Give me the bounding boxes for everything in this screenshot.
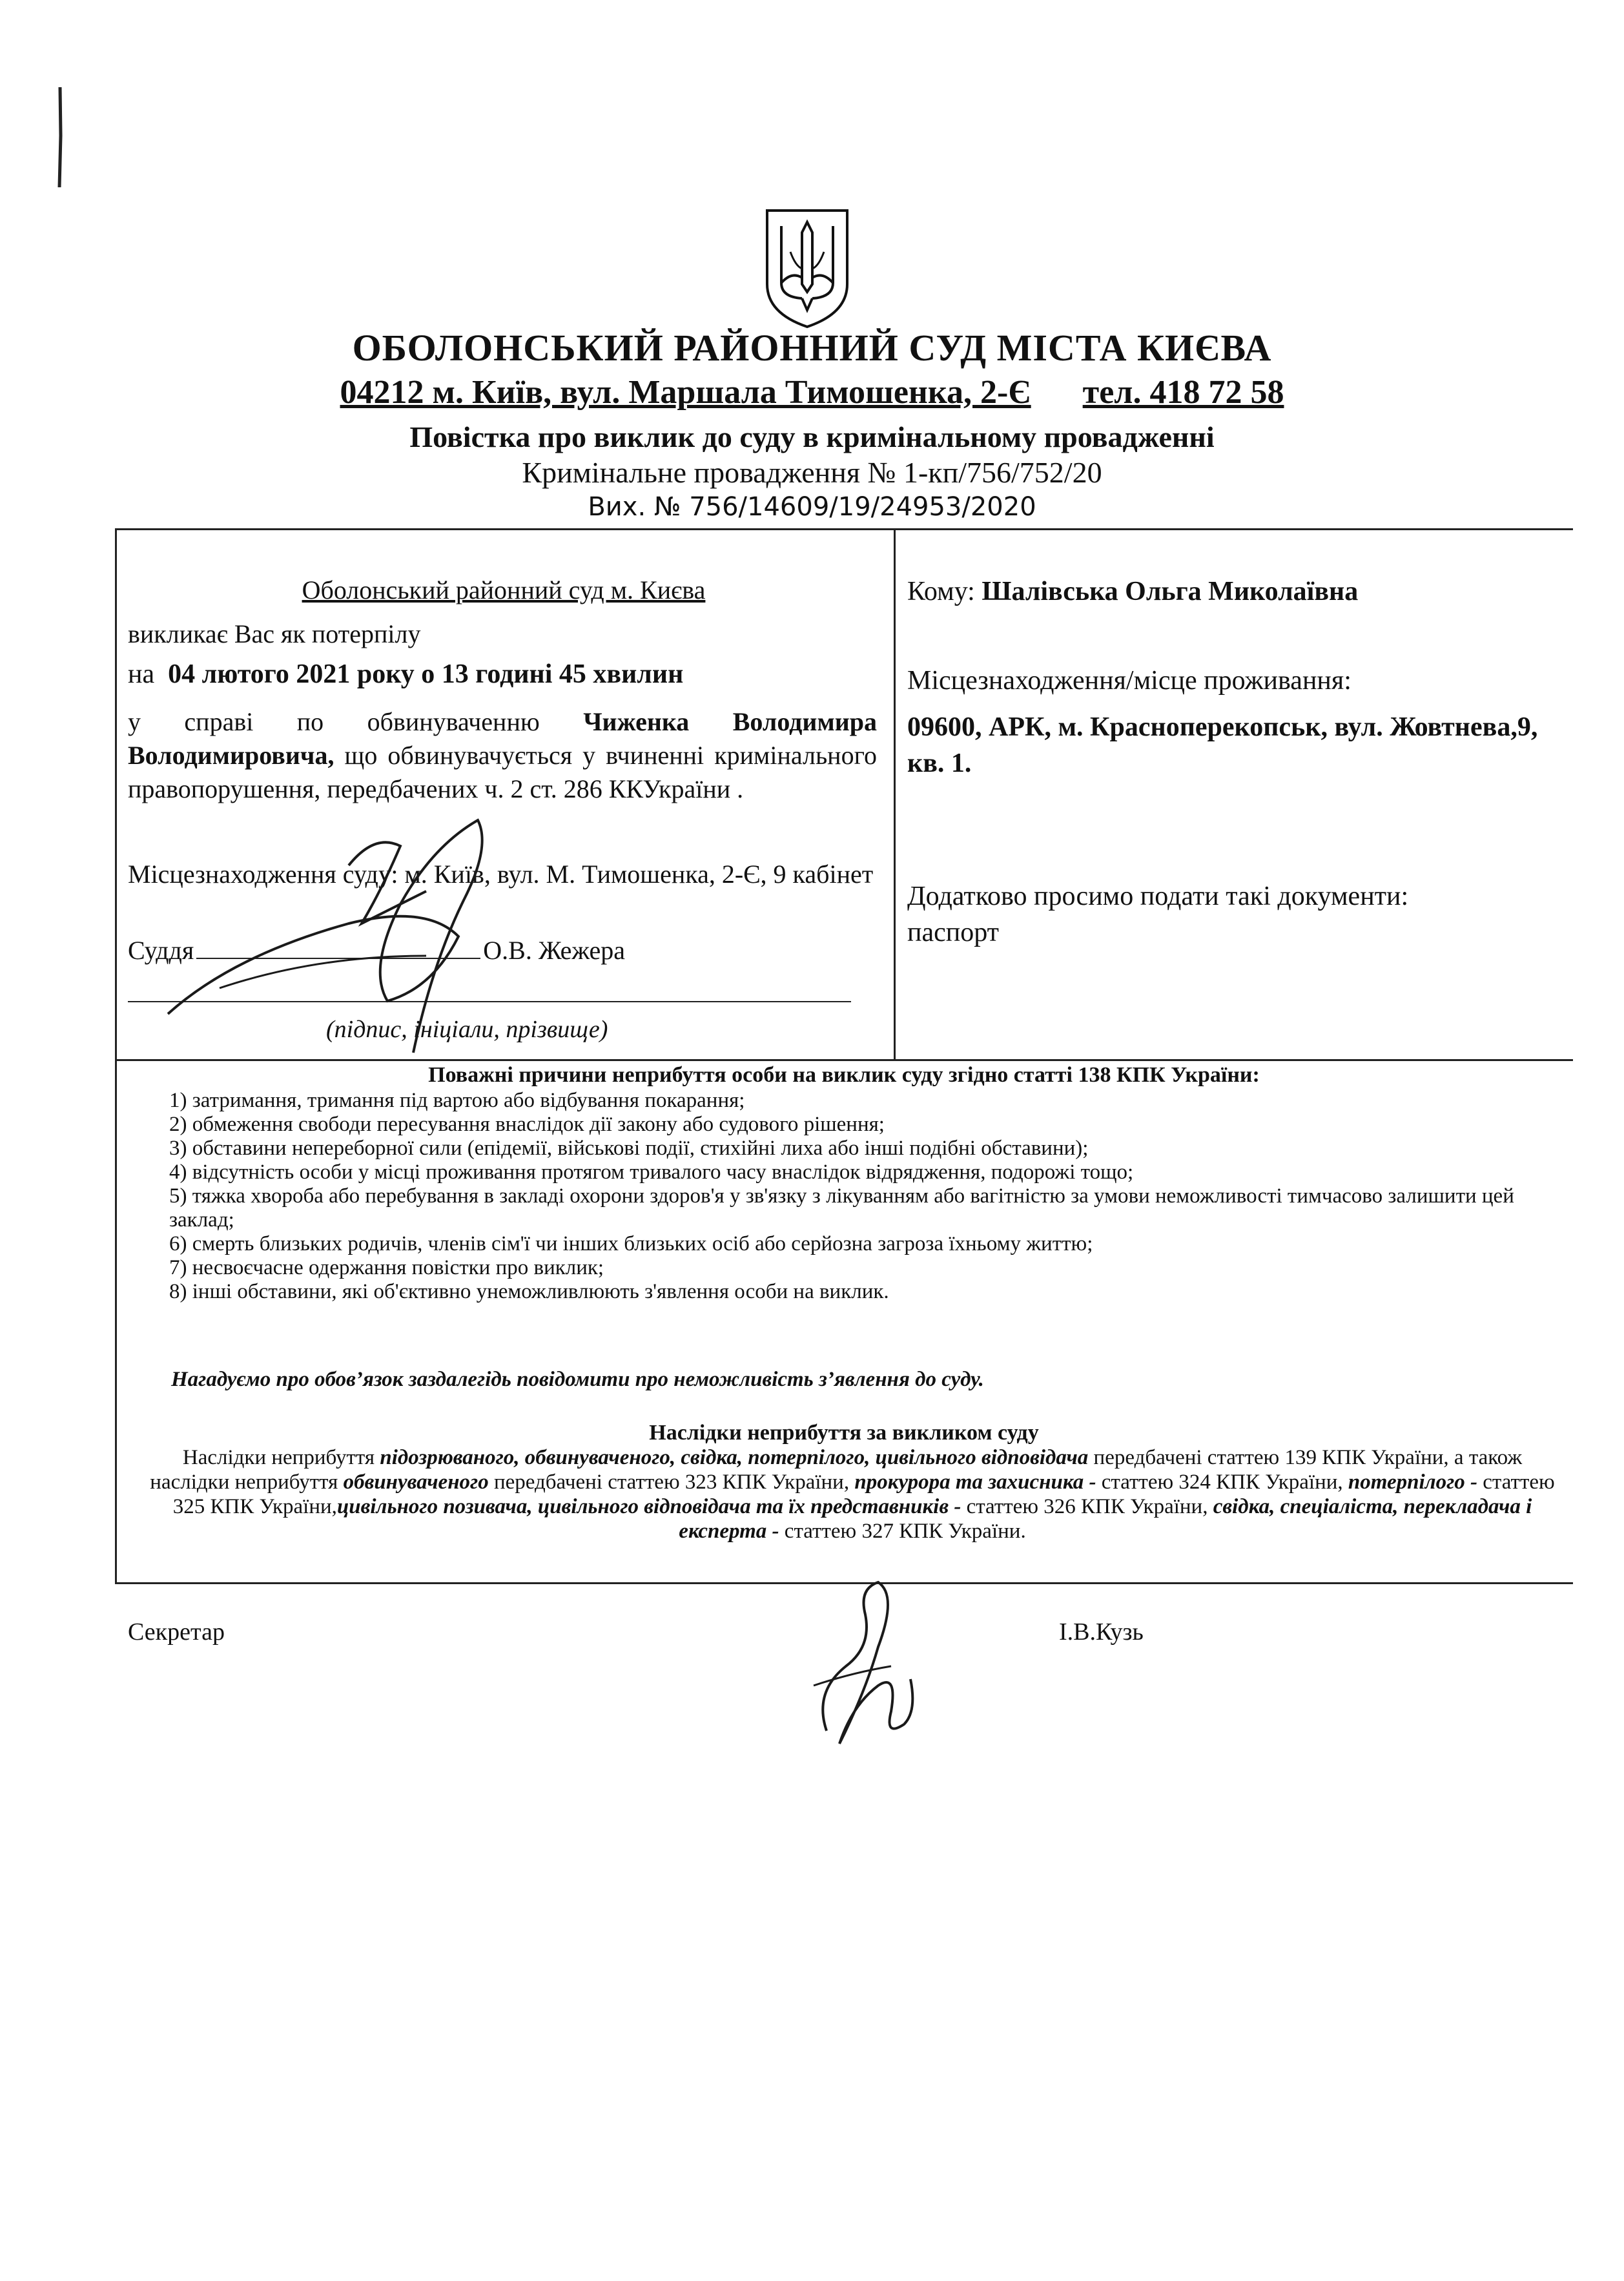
consequences-title: Наслідки неприбуття за викликом суду	[649, 1421, 1039, 1445]
to-label: Кому:	[907, 577, 975, 606]
reasons-list	[169, 1089, 1557, 1304]
coat-of-arms-icon	[762, 207, 852, 329]
recipient-line	[907, 573, 1358, 610]
column-divider	[894, 528, 896, 1059]
list-item: 2) обмеження свободи пересування внаслідок дії закону або судового рішення;	[169, 1113, 885, 1136]
text-run: передбачені статтею 139 КПК України, а також наслідки неприбуття	[150, 1446, 1523, 1494]
text-run: Наслідки неприбуття	[182, 1446, 380, 1469]
accused-name: Чиженка Володимира Володимировича,	[128, 707, 878, 770]
court-name: ОБОЛОНСЬКИЙ РАЙОННИЙ СУД МІСТА КИЄВА	[352, 327, 1272, 369]
recipient-address: 09600, АРК, м. Красноперекопськ, вул. Жовтнева,9, кв. 1.	[907, 712, 1538, 778]
judge-signature	[155, 807, 542, 1053]
list-item: 5) тяжка хвороба або перебування в закладі охорони здоров'я у зв'язку з лікуванням або вагітністю за умови неможливості тимчасово залишити цей заклад;	[169, 1184, 1514, 1232]
signature-caption: (підпис, ініціали, прізвище)	[326, 1016, 608, 1043]
document-title: Повістка про виклик до суду в кримінальному провадженні	[409, 420, 1215, 453]
documents-label: Додатково просимо подати такі документи:	[907, 882, 1409, 911]
text-run: підозрюваного, обвинуваченого, свідка, потерпілого, цивільного відповідача	[380, 1446, 1089, 1469]
secretary-name: І.В.Кузь	[1059, 1618, 1144, 1646]
list-item: 4) відсутність особи у місці проживання протягом тривалого часу внаслідок відрядження, подорожі тощо;	[169, 1161, 1134, 1184]
text-run: статтею 325 КПК України,	[172, 1471, 1555, 1518]
reminder-note: Нагадуємо про обов’язок заздалегідь повідомити про неможливість з’явлення до суду.	[171, 1368, 984, 1391]
scan-mark	[50, 84, 70, 194]
court-address: 04212 м. Київ, вул. Маршала Тимошенка, 2-Є	[340, 374, 1031, 411]
court-location: Місцезнаходження суду: м. Київ, вул. М. Тимошенка, 2-Є, 9 кабінет	[128, 860, 874, 889]
text-run: обвинуваченого	[343, 1471, 489, 1494]
list-item: 8) інші обставини, які об'єктивно унеможливлюють з'явлення особи на виклик.	[169, 1280, 889, 1303]
judge-label: Суддя	[128, 936, 194, 965]
text-run: статтею 324 КПК України,	[1096, 1471, 1348, 1494]
text-run: статтею 326 КПК України,	[961, 1495, 1213, 1518]
documents-list: паспорт	[907, 918, 1000, 947]
hearing-datetime: 04 лютого 2021 року о 13 годині 45 хвилин	[168, 659, 684, 689]
secretary-signature	[801, 1576, 930, 1770]
list-item: 7) несвоєчасне одержання повістки про виклик;	[169, 1256, 604, 1279]
consequences-text	[145, 1445, 1559, 1543]
outgoing-number: Вих. № 756/14609/19/24953/2020	[588, 492, 1036, 522]
list-item: 6) смерть близьких родичів, членів сім'ї чи інших близьких осіб або серйозна загроза їхньому життю;	[169, 1232, 1093, 1255]
recipient-name: Шалівська Ольга Миколаївна	[982, 577, 1359, 606]
text-run: свідка, спеціаліста, перекладача і експерта -	[679, 1495, 1532, 1543]
secretary-label: Секретар	[128, 1618, 225, 1646]
required-documents	[907, 878, 1553, 951]
summoning-court: Оболонський районний суд м. Києва	[302, 575, 706, 604]
text-run: передбачені статтею 323 КПК України,	[488, 1471, 855, 1494]
text-run: потерпілого -	[1348, 1471, 1478, 1494]
list-item: 3) обставини непереборної сили (епідемії, військові події, стихійні лиха або інші подібні обставини);	[169, 1137, 1089, 1160]
case-number: Кримінальне провадження № 1-кп/756/752/20	[522, 456, 1102, 489]
case-description	[128, 705, 877, 806]
list-item: 1) затримання, тримання під вартою або відбування покарання;	[169, 1089, 745, 1112]
court-phone: тел. 418 72 58	[1082, 374, 1284, 411]
text-run: прокурора та захисника -	[854, 1471, 1096, 1494]
section-divider	[115, 1059, 1573, 1061]
text-run: статтею 327 КПК України.	[779, 1520, 1026, 1543]
frame-top-border	[115, 528, 1573, 530]
date-prefix: на	[128, 659, 155, 689]
hearing-datetime-line	[128, 659, 683, 690]
court-address-line	[0, 373, 1624, 411]
text-run: цивільного позивача, цивільного відповідача та їх представників -	[336, 1495, 961, 1518]
reasons-title: Поважні причини неприбуття особи на виклик суду згідно статті 138 КПК України:	[428, 1063, 1260, 1087]
summons-role: викликає Вас як потерпілу	[128, 619, 421, 648]
location-label: Місцезнаходження/місце проживання:	[907, 666, 1352, 696]
case-suffix: що обвинувачується у вчиненні кримінального правопорушення, передбачених ч. 2 ст. 286 ККУкраїни .	[128, 741, 877, 803]
case-prefix: у справі по обвинуваченню	[128, 707, 540, 736]
judge-name: О.В. Жежера	[483, 936, 626, 965]
